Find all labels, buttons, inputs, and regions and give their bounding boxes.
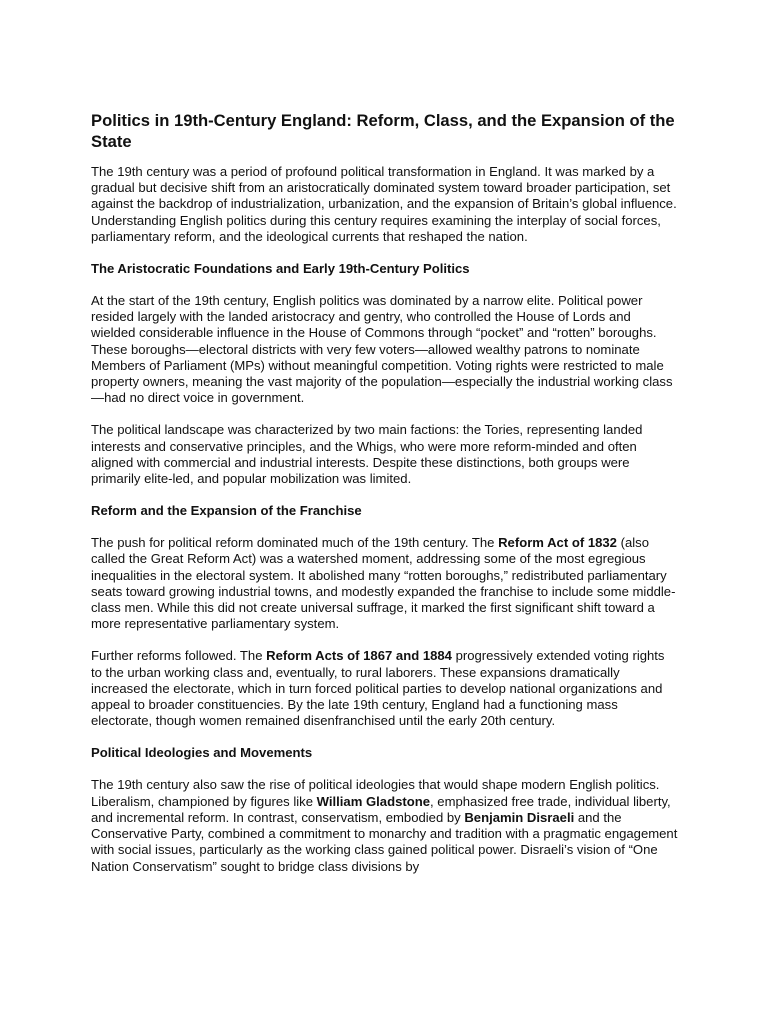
bold-reform-act-1832: Reform Act of 1832 xyxy=(498,535,617,551)
text-run: and the Conservative Party, combined a commitment to monarchy and tradition with a pragmatic engagement with social issues, particularly as the working class gained political power. Disraeli’s vision of “One Nation Conservatism” sought to bridge class divisions by xyxy=(91,809,678,874)
section-heading-reform-franchise: Reform and the Expansion of the Franchise xyxy=(91,503,362,519)
text-run: The 19th century also saw the rise of political ideologies that would shape modern English politics. Liberalism, championed by figures like xyxy=(91,777,660,809)
text-run: (also called the Great Reform Act) was a watershed moment, addressing some of the most egregious inequalities in the electoral system. It abolished many “rotten boroughs,” redistributed parliamentary seats toward growing industrial towns, and modestly expanded the franchise to include some middle-class men. While this did not create universal suffrage, it marked the first significant shift toward a more representative parliamentary system. xyxy=(91,535,676,632)
paragraph-ideologies xyxy=(91,777,678,874)
intro-paragraph: The 19th century was a period of profound political transformation in England. It was marked by a gradual but decisive shift from an aristocratically dominated system toward broader participation, set against the backdrop of industrialization, urbanization, and the expansion of Britain’s global influence. Understanding English politics during this century requires examining the interplay of social forces, parliamentary reform, and the ideological currents that reshaped the nation. xyxy=(91,164,677,244)
section-heading-ideologies: Political Ideologies and Movements xyxy=(91,745,313,761)
bold-reform-acts-1867-1884: Reform Acts of 1867 and 1884 xyxy=(266,648,452,664)
paragraph-reform-act-1832 xyxy=(91,535,678,632)
bold-william-gladstone: William Gladstone xyxy=(316,793,431,809)
text-run: The push for political reform dominated much of the 19th century. The xyxy=(91,535,499,551)
section-heading-aristocratic-foundations: The Aristocratic Foundations and Early 19th-Century Politics xyxy=(91,261,470,277)
text-run: , emphasized free trade, individual liberty, and incremental reform. In contrast, conservatism, embodied by xyxy=(91,793,671,825)
paragraph-early-politics: At the start of the 19th century, English politics was dominated by a narrow elite. Political power resided largely with the landed aristocracy and gentry, who controlled the House of Lords and wielded considerable influence in the House of Commons through “pocket” and “rotten” boroughs. These boroughs—electoral districts with very few voters—allowed wealthy patrons to nominate Members of Parliament (MPs) without meaningful competition. Voting rights were restricted to male property owners, meaning the vast majority of the population—especially the industrial working class—had no direct voice in government. xyxy=(91,293,673,406)
bold-benjamin-disraeli: Benjamin Disraeli xyxy=(464,809,575,825)
document-title: Politics in 19th-Century England: Reform, Class, and the Expansion of the State xyxy=(91,111,675,151)
paragraph-political-landscape: The political landscape was characterized by two main factions: the Tories, representing landed interests and conservative principles, and the Whigs, who were more reform-minded and often aligned with commercial and industrial interests. Despite these distinctions, both groups were primarily elite-led, and popular mobilization was limited. xyxy=(91,422,643,487)
text-run: Further reforms followed. The xyxy=(91,648,267,664)
paragraph-reform-acts-1867-1884 xyxy=(91,648,678,729)
text-run: progressively extended voting rights to the urban working class and, eventually, to rural laborers. These expansions dramatically increased the electorate, which in turn forced political parties to develop national organizations and appeal to broader constituencies. By the late 19th century, England had a functioning mass electorate, though women remained disenfranchised until the early 20th century. xyxy=(91,648,665,729)
